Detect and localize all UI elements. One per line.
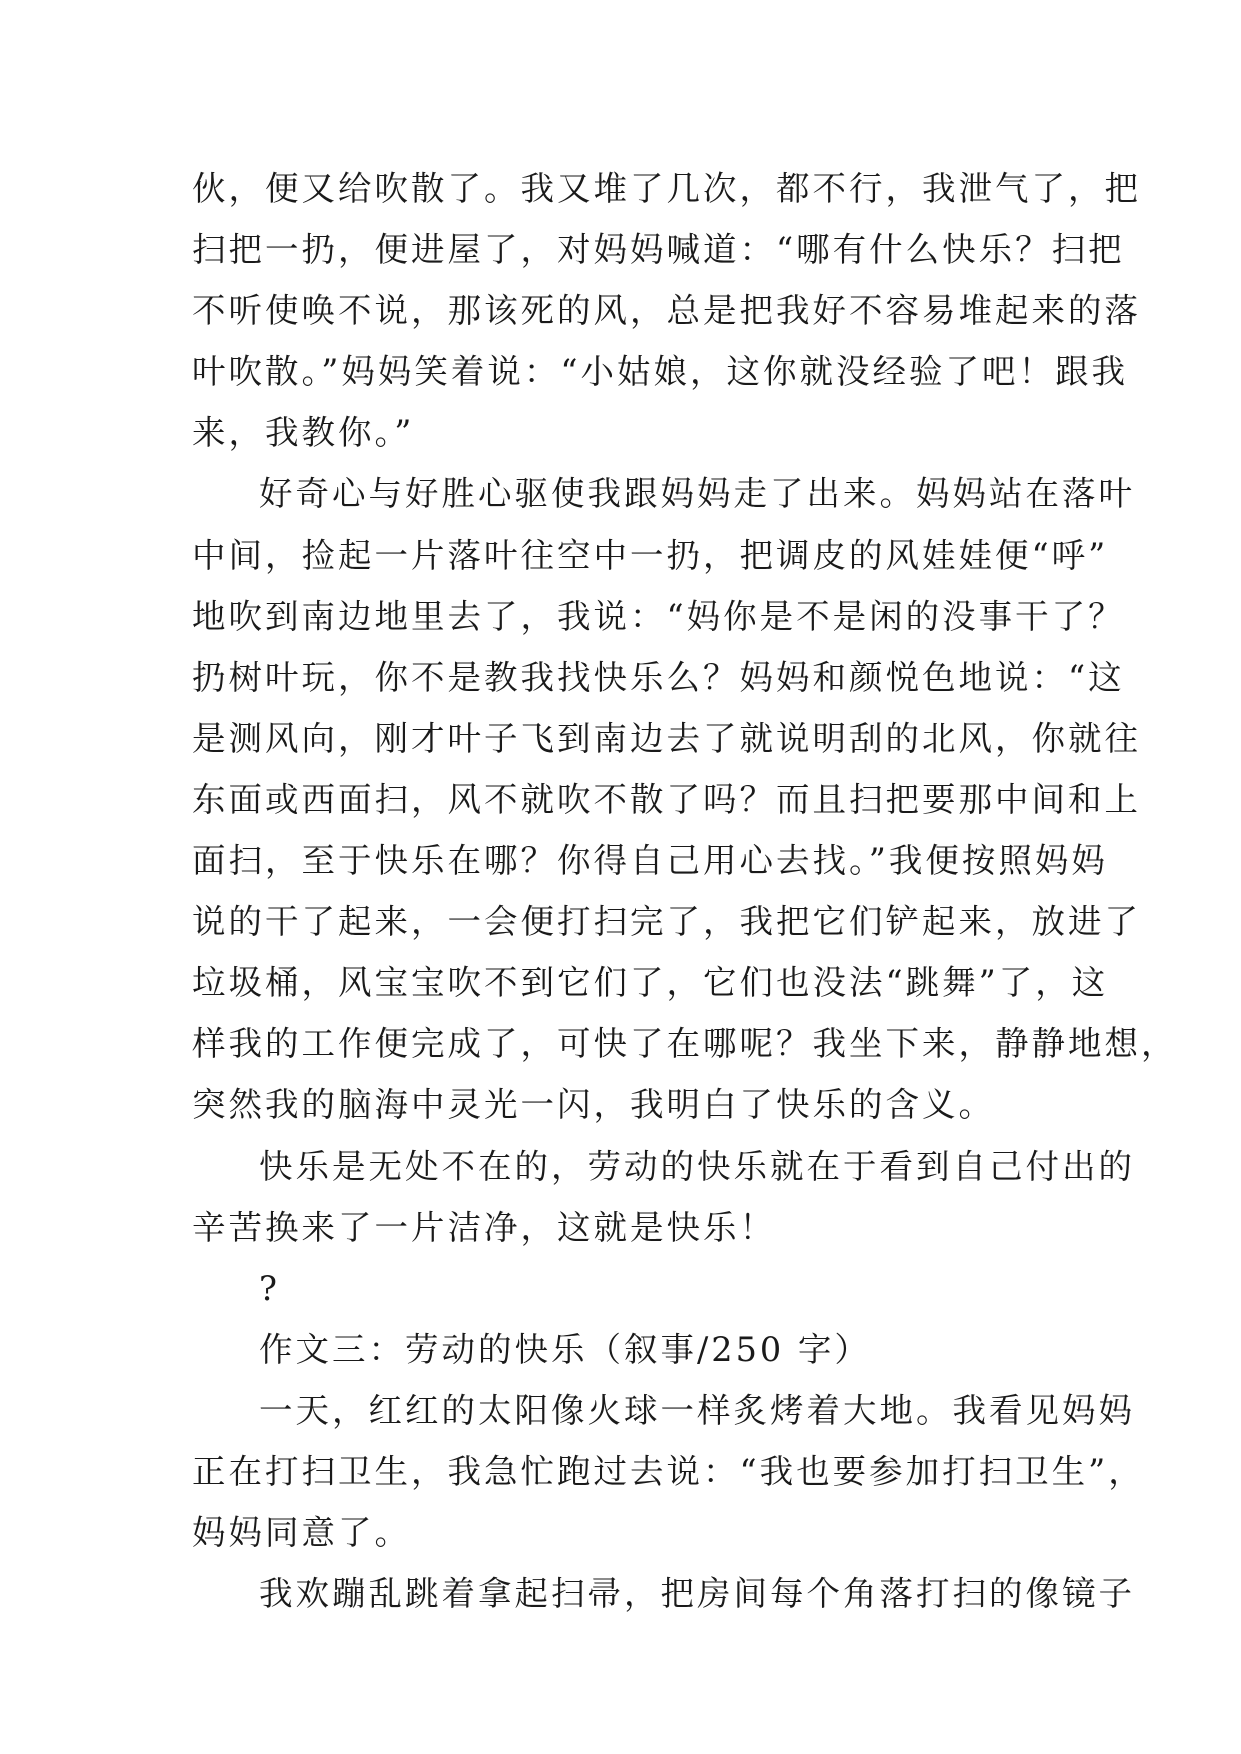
text-line: 是测风向，刚才叶子飞到南边去了就说明刮的北风，你就往 — [192, 718, 1141, 758]
text-line: 面扫，至于快乐在哪？你得自己用心去找。”我便按照妈妈 — [192, 841, 1108, 881]
text-line: 来，我教你。” — [192, 413, 415, 453]
essay-body — [192, 158, 1178, 1624]
text-line: 样我的工作便完成了，可快了在哪呢？我坐下来，静静地想， — [192, 1024, 1178, 1064]
text-line: 中间，捡起一片落叶往空中一扔，把调皮的风娃娃便“呼” — [192, 535, 1109, 575]
text-line: 妈妈同意了。 — [192, 1513, 411, 1553]
paragraph-start-line: 我欢蹦乱跳着拿起扫帚，把房间每个角落打扫的像镜子 — [259, 1574, 1135, 1614]
text-line: 不听使唤不说，那该死的风，总是把我好不容易堆起来的落 — [192, 291, 1141, 331]
text-line: 辛苦换来了一片洁净，这就是快乐！ — [192, 1207, 776, 1247]
text-line: 地吹到南边地里去了，我说：“妈你是不是闲的没事干了？ — [192, 596, 1125, 636]
section-heading: 作文三：劳动的快乐（叙事/250 字） — [259, 1329, 871, 1369]
paragraph-start-line: 好奇心与好胜心驱使我跟妈妈走了出来。妈妈站在落叶 — [259, 474, 1135, 514]
text-line: 垃圾桶，风宝宝吹不到它们了，它们也没法“跳舞”了，这 — [192, 963, 1109, 1003]
text-line: 扫把一扔，便进屋了，对妈妈喊道：“哪有什么快乐？扫把 — [192, 230, 1125, 270]
text-line: 说的干了起来，一会便打扫完了，我把它们铲起来，放进了 — [192, 902, 1141, 942]
text-line: 扔树叶玩，你不是教我找快乐么？妈妈和颜悦色地说：“这 — [192, 657, 1125, 697]
separator-mark: ? — [259, 1268, 280, 1308]
paragraph-start-line: 快乐是无处不在的，劳动的快乐就在于看到自己付出的 — [259, 1146, 1135, 1186]
text-line: 正在打扫卫生，我急忙跑过去说：“我也要参加打扫卫生”， — [192, 1451, 1145, 1491]
text-line: 突然我的脑海中灵光一闪，我明白了快乐的含义。 — [192, 1085, 995, 1125]
text-line: 叶吹散。”妈妈笑着说：“小姑娘，这你就没经验了吧！跟我 — [192, 352, 1129, 392]
text-line: 伙，便又给吹散了。我又堆了几次，都不行，我泄气了，把 — [192, 169, 1141, 208]
paragraph-start-line: 一天，红红的太阳像火球一样炙烤着大地。我看见妈妈 — [259, 1390, 1135, 1430]
text-line: 东面或西面扫，风不就吹不散了吗？而且扫把要那中间和上 — [192, 779, 1141, 819]
